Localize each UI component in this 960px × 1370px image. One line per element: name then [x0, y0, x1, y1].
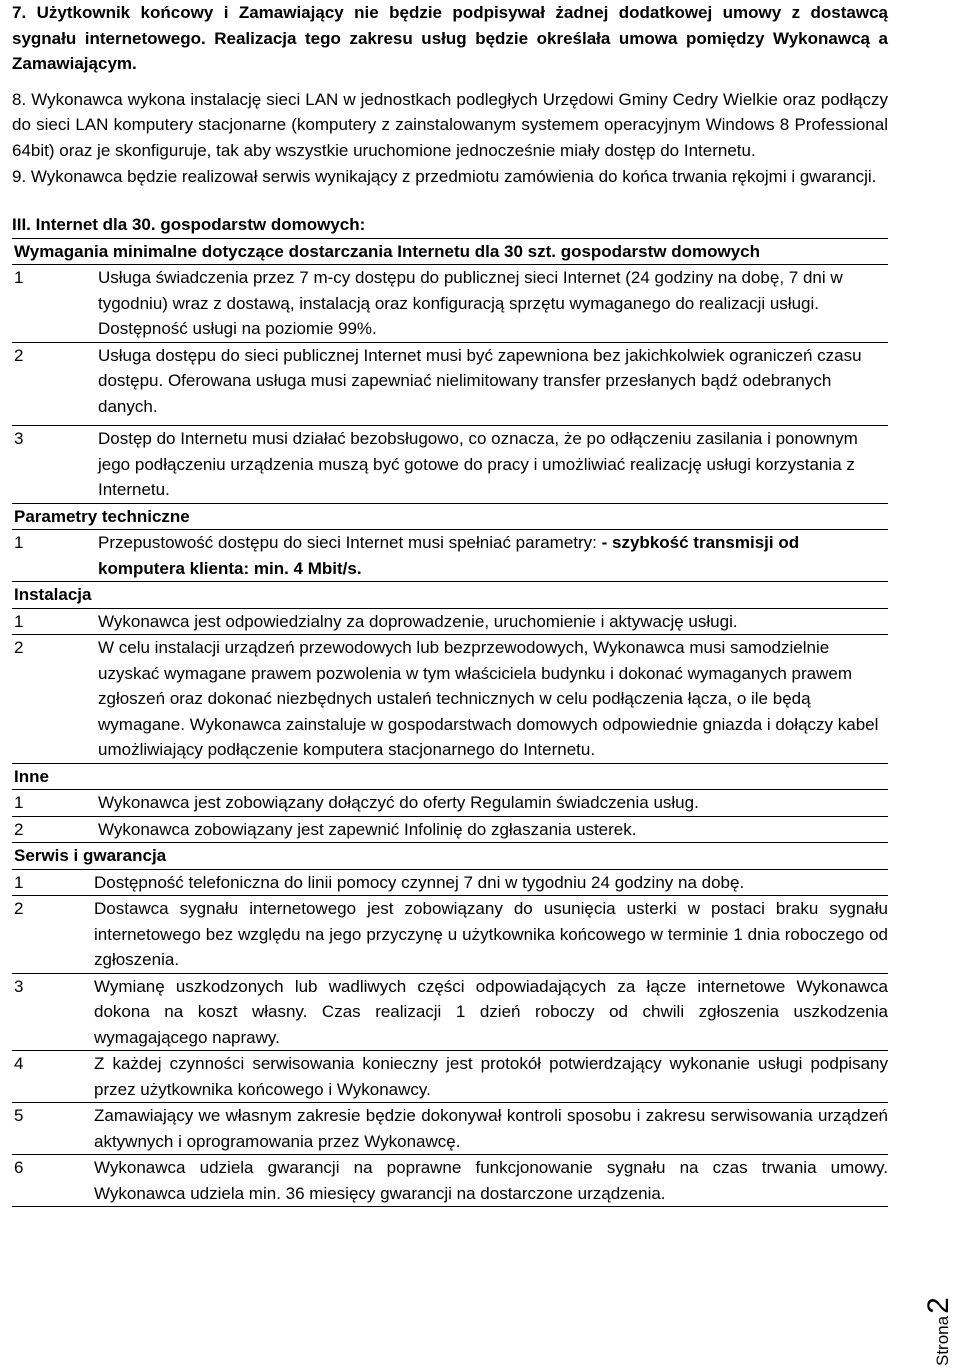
table-row	[12, 1155, 888, 1207]
service-title: Serwis i gwarancja	[12, 843, 888, 870]
table-row	[12, 635, 888, 764]
document-page	[12, 0, 888, 1207]
page-label: Strona	[933, 1315, 952, 1366]
row-number: 2	[12, 816, 96, 843]
paragraph-9: 9. Wykonawca będzie realizował serwis wynikający z przedmiotu zamówienia do końca trwania rękojmi i gwarancji.	[12, 167, 877, 186]
service-table	[12, 870, 888, 1208]
install-title: Instalacja	[12, 582, 888, 609]
row-number: 1	[12, 870, 92, 896]
paragraph-7-number: 7.	[12, 3, 27, 22]
row-text: Dostawca sygnału internetowego jest zobowiązany do usunięcia usterki w postaci braku sygnału internetowego bez względu na jego przyczynę u użytkownika końcowego w terminie 1 dnia roboczego od zgłoszenia.	[92, 896, 888, 974]
row-text: Dostępność telefoniczna do linii pomocy czynnej 7 dni w tygodniu 24 godziny na dobę.	[92, 870, 888, 896]
row-number: 2	[12, 342, 96, 426]
other-title: Inne	[12, 763, 888, 790]
page-number-footer	[922, 1276, 958, 1366]
row-number: 3	[12, 973, 92, 1051]
row-text: Wymianę uszkodzonych lub wadliwych części odpowiadających za łącze internetowe Wykonawca dokona na koszt własny. Czas realizacji 1 dzień roboczy od chwili zgłoszenia uszkodzenia wymagającego naprawy.	[92, 973, 888, 1051]
row-number: 4	[12, 1051, 92, 1103]
table-row	[12, 790, 888, 817]
row-number: 5	[12, 1103, 92, 1155]
requirements-title: Wymagania minimalne dotyczące dostarczania Internetu dla 30 szt. gospodarstw domowych	[12, 238, 888, 265]
paragraph-7-text: Użytkownik końcowy i Zamawiający nie będzie podpisywał żadnej dodatkowej umowy z dostawcą sygnału internetowego. Realizacja tego zakresu usług będzie określała umowa pomiędzy Wykonawcą a Zamawiającym.	[12, 3, 888, 73]
row-number: 1	[12, 790, 96, 817]
row-text: W celu instalacji urządzeń przewodowych lub bezprzewodowych, Wykonawca musi samodzielnie uzyskać wymagane prawem pozwolenia w tym właściciela budynku i dokonać wymaganych prawem zgłoszeń oraz dokonać niezbędnych ustaleń technicznych w celu podłączenia łącza, o ile będą wymagane. Wykonawca zainstaluje w gospodarstwach domowych odpowiednie gniazda i dołączy kabel umożliwiający podłączenie komputera stacjonarnego do Internetu.	[96, 635, 888, 764]
section-heading: III. Internet dla 30. gospodarstw domowych:	[12, 214, 366, 234]
requirements-table	[12, 238, 888, 870]
row-text: Wykonawca jest odpowiedzialny za doprowadzenie, uruchomienie i aktywację usługi.	[96, 608, 888, 635]
row-text: Wykonawca jest zobowiązany dołączyć do oferty Regulamin świadczenia usług.	[96, 790, 888, 817]
table-row	[12, 1051, 888, 1103]
row-number: 2	[12, 635, 96, 764]
row-text: Dostęp do Internetu musi działać bezobsługowo, co oznacza, że po odłączeniu zasilania i ponownym jego podłączeniu urządzenia muszą być gotowe do pracy i umożliwiać realizację usługi korzystania z Internetu.	[96, 426, 888, 504]
row-text: Usługa dostępu do sieci publicznej Internet musi być zapewniona bez jakichkolwiek ograniczeń czasu dostępu. Oferowana usługa musi zapewniać nielimitowany transfer przesłanych bądź odebranych danych.	[96, 342, 888, 426]
table-row	[12, 342, 888, 426]
tech-title: Parametry techniczne	[12, 503, 888, 530]
table-row	[12, 896, 888, 974]
table-row	[12, 816, 888, 843]
table-row	[12, 973, 888, 1051]
table-row	[12, 265, 888, 343]
row-number: 1	[12, 530, 96, 582]
tech-text-bold: - szybkość transmisji od komputera klienta: min. 4 Mbit/s.	[98, 533, 800, 578]
paragraph-7	[12, 0, 888, 77]
page-number-label-group	[922, 1297, 956, 1366]
row-number: 1	[12, 608, 96, 635]
row-text: Z każdej czynności serwisowania konieczny jest protokół potwierdzający wykonanie usługi podpisany przez użytkownika końcowego i Wykonawcy.	[92, 1051, 888, 1103]
table-row	[12, 1103, 888, 1155]
row-text: Wykonawca zobowiązany jest zapewnić Infolinię do zgłaszania usterek.	[96, 816, 888, 843]
table-row	[12, 426, 888, 504]
table-row	[12, 870, 888, 896]
page-number: 2	[922, 1297, 955, 1314]
row-number: 1	[12, 265, 96, 343]
row-number: 6	[12, 1155, 92, 1207]
paragraph-8: 8. Wykonawca wykona instalację sieci LAN w jednostkach podległych Urzędowi Gminy Cedry Wielkie oraz podłączy do sieci LAN komputery stacjonarne (komputery z zainstalowanym systemem operacyjnym Windows 8 Professional 64bit) oraz je skonfiguruje, tak aby wszystkie uruchomione jednocześnie miały dostęp do Internetu.	[12, 89, 888, 160]
row-text: Usługa świadczenia przez 7 m-cy dostępu do publicznej sieci Internet (24 godziny na dobę, 7 dni w tygodniu) wraz z dostawą, instalacją oraz konfiguracją sprzętu wymaganego do realizacji usługi. Dostępność usługi na poziomie 99%.	[96, 265, 888, 343]
row-text: Wykonawca udziela gwarancji na poprawne funkcjonowanie sygnału na czas trwania umowy. Wykonawca udziela min. 36 miesięcy gwarancji na dostarczone urządzenia.	[92, 1155, 888, 1207]
row-number: 2	[12, 896, 92, 974]
table-row	[12, 530, 888, 582]
tech-text-plain: Przepustowość dostępu do sieci Internet musi spełniać parametry:	[98, 533, 602, 552]
row-text: Zamawiający we własnym zakresie będzie dokonywał kontroli sposobu i zakresu serwisowania urządzeń aktywnych i oprogramowania przez Wykonawcę.	[92, 1103, 888, 1155]
table-row	[12, 608, 888, 635]
row-text	[96, 530, 888, 582]
row-number: 3	[12, 426, 96, 504]
